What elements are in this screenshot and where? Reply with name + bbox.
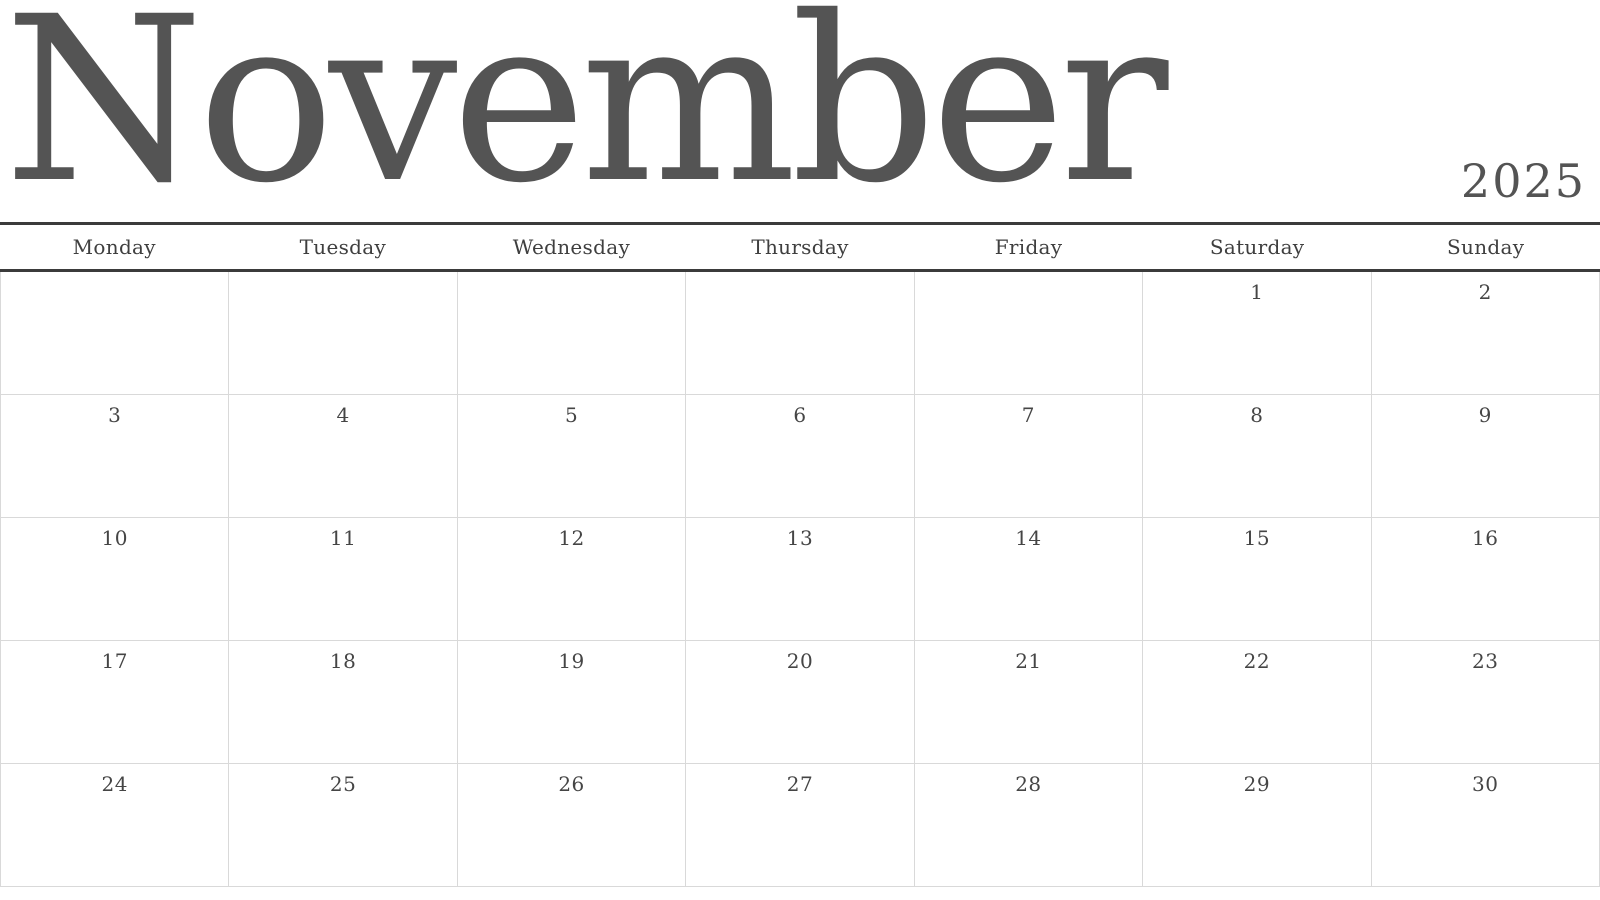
day-number: 2 [1478,280,1492,304]
day-number: 20 [786,649,814,673]
day-cell[interactable] [915,641,1143,764]
day-cell[interactable] [1,395,229,518]
day-number: 16 [1472,526,1499,550]
day-cell[interactable] [1372,764,1600,887]
day-number: 15 [1243,526,1271,550]
day-cell[interactable] [1,641,229,764]
day-number: 26 [558,772,585,796]
day-cell[interactable] [686,272,914,395]
year-label: 2025 [1460,154,1586,208]
day-number: 19 [558,649,585,673]
day-number: 3 [108,403,122,427]
day-cell[interactable] [1,272,229,395]
day-number: 28 [1015,772,1042,796]
day-number: 22 [1243,649,1271,673]
weekday-thursday: Thursday [751,235,849,259]
day-cell[interactable] [229,518,457,641]
day-cell[interactable] [686,764,914,887]
day-number: 13 [786,526,814,550]
day-number: 12 [558,526,585,550]
month-title: November [4,0,1163,233]
day-cell[interactable] [458,518,686,641]
day-number: 27 [786,772,814,796]
day-cell[interactable] [686,518,914,641]
weekday-wednesday: Wednesday [512,235,631,259]
day-cell[interactable] [1143,641,1371,764]
day-cell[interactable] [229,764,457,887]
day-cell[interactable] [229,272,457,395]
weekday-friday: Friday [994,235,1063,259]
day-cell[interactable] [458,641,686,764]
day-cell[interactable] [915,764,1143,887]
day-number: 23 [1472,649,1499,673]
day-number: 1 [1250,280,1264,304]
day-cell[interactable] [1372,518,1600,641]
day-number: 6 [793,403,807,427]
day-number: 25 [329,772,357,796]
day-number: 9 [1478,403,1492,427]
day-cell[interactable] [1143,395,1371,518]
day-cell[interactable] [686,395,914,518]
day-cell[interactable] [915,395,1143,518]
day-number: 29 [1243,772,1271,796]
day-cell[interactable] [1,518,229,641]
day-number: 8 [1250,403,1264,427]
day-cell[interactable] [1143,764,1371,887]
day-cell[interactable] [1372,641,1600,764]
day-cell[interactable] [1372,395,1600,518]
day-number: 21 [1015,649,1042,673]
day-cell[interactable] [229,641,457,764]
day-cell[interactable] [1143,272,1371,395]
day-cell[interactable] [458,764,686,887]
day-cell[interactable] [1,764,229,887]
day-cell[interactable] [915,518,1143,641]
day-cell[interactable] [686,641,914,764]
day-cell[interactable] [458,395,686,518]
weekday-sunday: Sunday [1447,235,1525,259]
calendar-title-row [0,0,1600,233]
day-number: 10 [101,526,128,550]
day-cell[interactable] [458,272,686,395]
weekday-monday: Monday [72,235,156,259]
day-cell[interactable] [229,395,457,518]
day-number: 11 [329,526,357,550]
day-grid [0,272,1600,887]
weekday-saturday: Saturday [1209,235,1305,259]
weekday-tuesday: Tuesday [299,235,387,259]
day-number: 18 [329,649,357,673]
day-number: 4 [336,403,350,427]
day-number: 30 [1472,772,1499,796]
day-number: 7 [1021,403,1036,427]
day-cell[interactable] [1143,518,1371,641]
day-cell[interactable] [1372,272,1600,395]
day-cell[interactable] [915,272,1143,395]
day-number: 5 [564,403,579,427]
day-number: 14 [1015,526,1042,550]
day-number: 24 [101,772,128,796]
day-number: 17 [101,649,128,673]
